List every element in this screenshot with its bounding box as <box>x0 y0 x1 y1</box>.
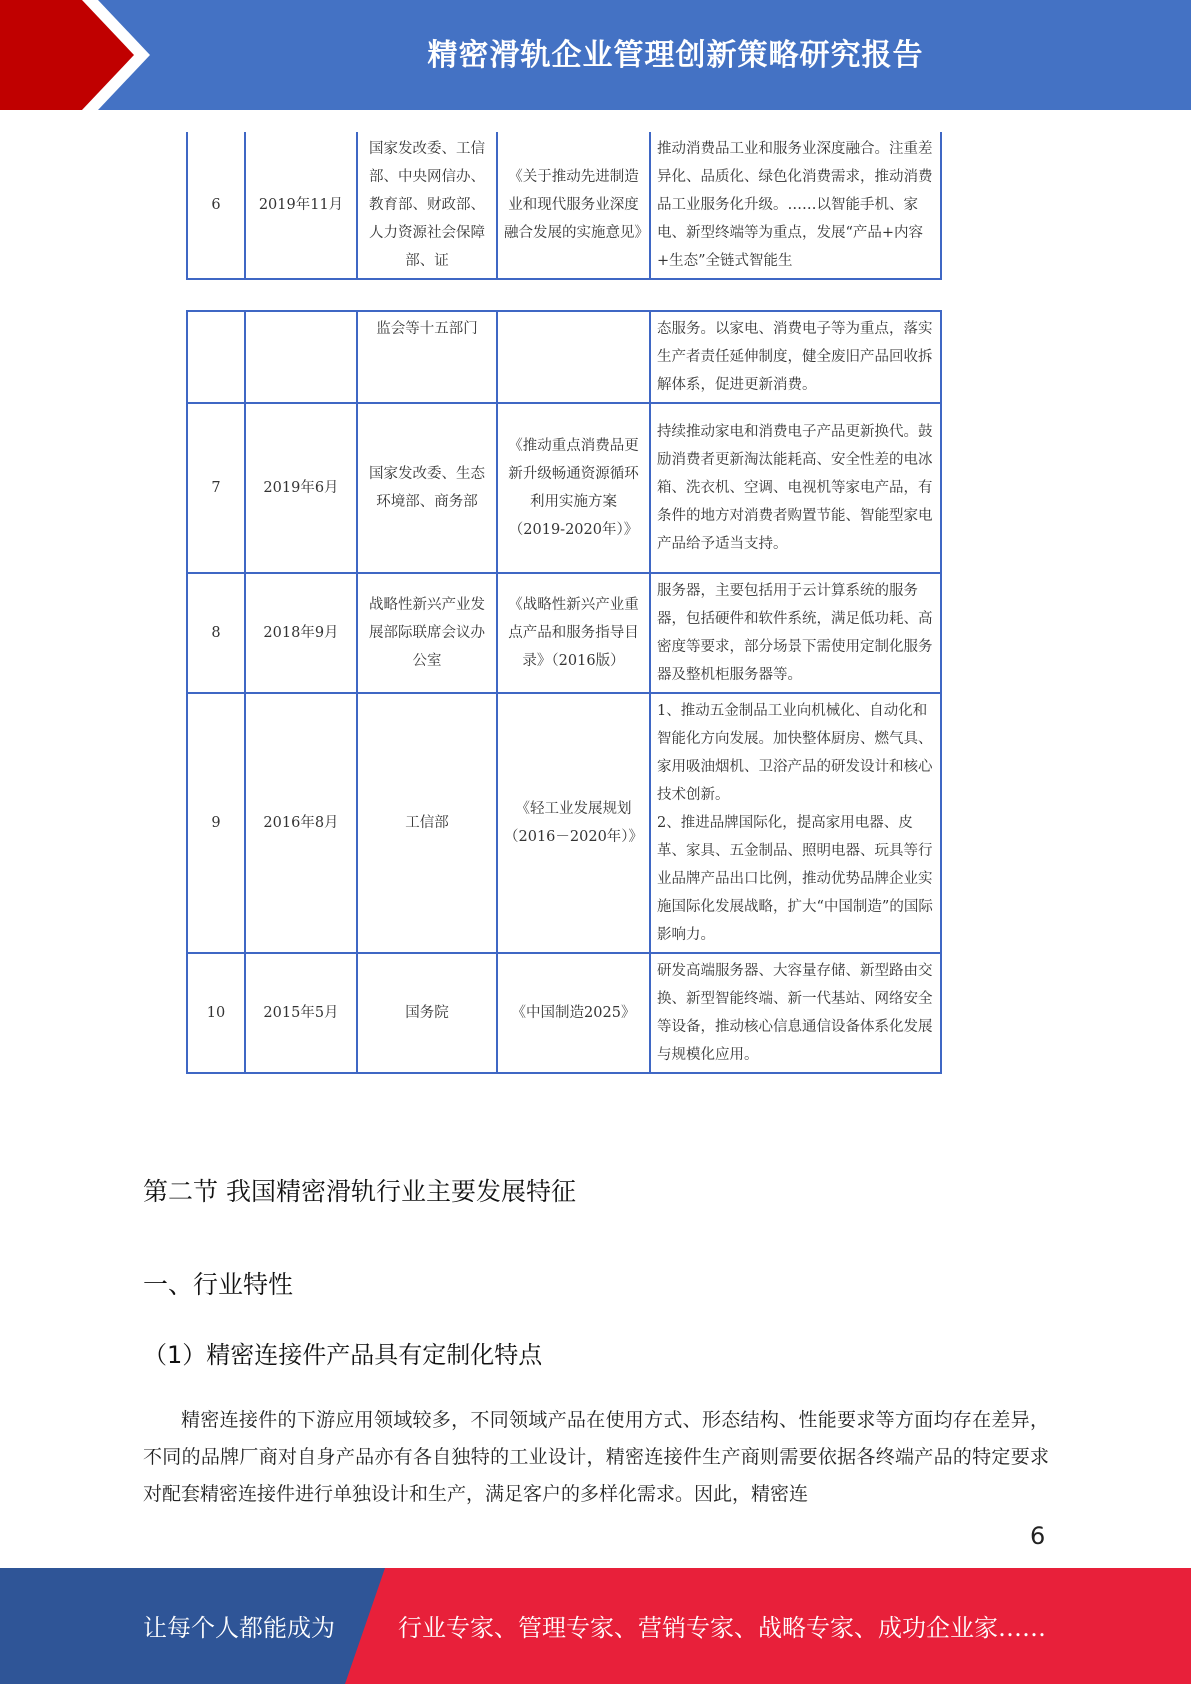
row-number: 9 <box>187 693 245 953</box>
row-date: 2018年9月 <box>245 573 357 693</box>
row-department: 监会等十五部门 <box>357 311 497 403</box>
content-line: 1、推动五金制品工业向机械化、自动化和智能化方向发展。加快整体厨房、燃气具、家用吸油烟机、卫浴产品的研发设计和核心技术创新。 <box>657 703 933 803</box>
table-row <box>187 693 941 953</box>
row-date: 2019年11月 <box>245 132 357 279</box>
row-content <box>650 693 941 953</box>
table-row <box>187 403 941 573</box>
table-row <box>187 573 941 693</box>
row-document <box>497 311 650 403</box>
row-number: 7 <box>187 403 245 573</box>
row-content: 态服务。以家电、消费电子等为重点，落实生产者责任延伸制度，健全废旧产品回收拆解体系，促进更新消费。 <box>650 311 941 403</box>
row-department: 国务院 <box>357 953 497 1073</box>
row-document: 《轻工业发展规划（2016－2020年）》 <box>497 693 650 953</box>
section-subtitle: 一、行业特性 <box>143 1270 294 1299</box>
row-date: 2019年6月 <box>245 403 357 573</box>
row-department: 国家发改委、工信部、中央网信办、教育部、财政部、人力资源社会保障部、证 <box>357 132 497 279</box>
report-title: 精密滑轨企业管理创新策略研究报告 <box>427 38 924 73</box>
row-document: 《中国制造2025》 <box>497 953 650 1073</box>
body-paragraph: 精密连接件的下游应用领域较多，不同领域产品在使用方式、形态结构、性能要求等方面均存在差异，不同的品牌厂商对自身产品亦有各自独特的工业设计，精密连接件生产商则需要依据各终端产品的特定要求对配套精密连接件进行单独设计和生产，满足客户的多样化需求。因此，精密连 <box>143 1409 1049 1505</box>
row-number: 8 <box>187 573 245 693</box>
item-title: （1）精密连接件产品具有定制化特点 <box>143 1341 543 1369</box>
section-title: 第二节 我国精密滑轨行业主要发展特征 <box>143 1177 576 1206</box>
footer-slogan-left: 让每个人都能成为 <box>143 1614 335 1642</box>
row-content: 服务器，主要包括用于云计算系统的服务器，包括硬件和软件系统，满足低功耗、高密度等要求，部分场景下需使用定制化服务器及整机柜服务器等。 <box>650 573 941 693</box>
page-number: 6 <box>1030 1522 1046 1550</box>
page-footer <box>0 1568 1191 1684</box>
row-date: 2016年8月 <box>245 693 357 953</box>
header-chevron-icon <box>0 0 160 110</box>
row-number: 6 <box>187 132 245 279</box>
row-number <box>187 311 245 403</box>
row-department: 工信部 <box>357 693 497 953</box>
table-row <box>187 953 941 1073</box>
table-row <box>187 311 941 403</box>
policy-table-part2 <box>186 310 942 1074</box>
row-content: 推动消费品工业和服务业深度融合。注重差异化、品质化、绿色化消费需求，推动消费品工业服务化升级。……以智能手机、家电、新型终端等为重点，发展“产品+内容+生态”全链式智能生 <box>650 132 941 279</box>
row-content: 持续推动家电和消费电子产品更新换代。鼓励消费者更新淘汰能耗高、安全性差的电冰箱、洗衣机、空调、电视机等家电产品，有条件的地方对消费者购置节能、智能型家电产品给予适当支持。 <box>650 403 941 573</box>
row-department: 国家发改委、生态环境部、商务部 <box>357 403 497 573</box>
row-document: 《战略性新兴产业重点产品和服务指导目录》（2016版） <box>497 573 650 693</box>
page-header <box>0 0 1191 110</box>
row-date: 2015年5月 <box>245 953 357 1073</box>
table-row <box>187 132 941 279</box>
row-number: 10 <box>187 953 245 1073</box>
row-department: 战略性新兴产业发展部际联席会议办公室 <box>357 573 497 693</box>
policy-table-part1 <box>186 132 942 280</box>
row-document: 《关于推动先进制造业和现代服务业深度融合发展的实施意见》 <box>497 132 650 279</box>
row-date <box>245 311 357 403</box>
content-line: 2、推进品牌国际化，提高家用电器、皮革、家具、五金制品、照明电器、玩具等行业品牌产品出口比例，推动优势品牌企业实施国际化发展战略，扩大“中国制造”的国际影响力。 <box>657 815 933 943</box>
footer-slogan-right: 行业专家、管理专家、营销专家、战略专家、成功企业家…… <box>398 1614 1046 1642</box>
row-document: 《推动重点消费品更新升级畅通资源循环利用实施方案（2019-2020年）》 <box>497 403 650 573</box>
row-content: 研发高端服务器、大容量存储、新型路由交换、新型智能终端、新一代基站、网络安全等设备，推动核心信息通信设备体系化发展与规模化应用。 <box>650 953 941 1073</box>
